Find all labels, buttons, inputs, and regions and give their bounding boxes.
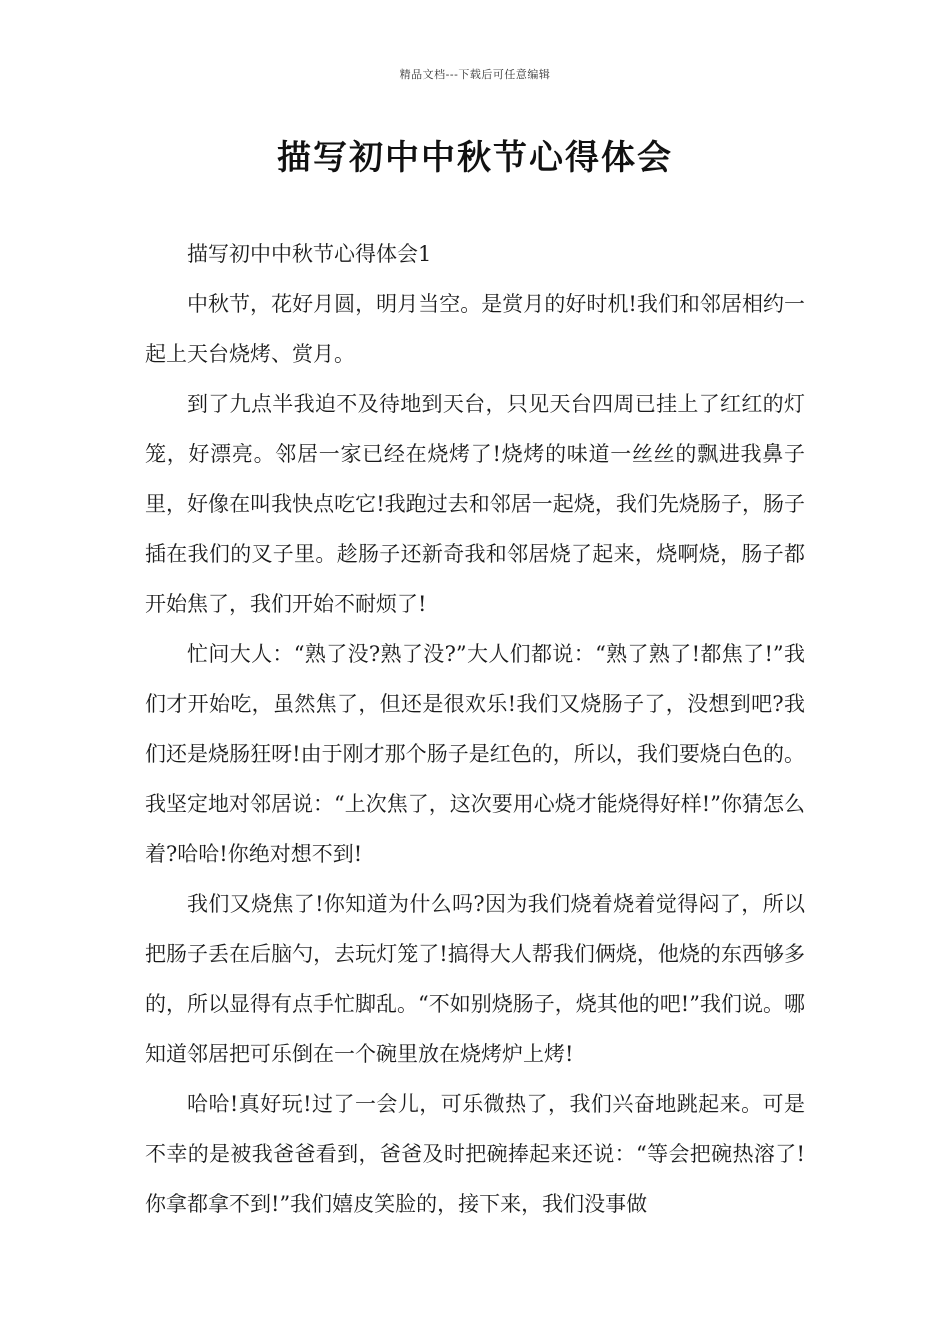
paragraph: 我们又烧焦了!你知道为什么吗?因为我们烧着烧着觉得闷了，所以把肠子丢在后脑勺，去玩灯笼了!搞得大人帮我们俩烧，他烧的东西够多的，所以显得有点手忙脚乱。“不如别烧肠子，烧其他的吧!”我们说。哪知道邻居把可乐倒在一个碗里放在烧烤炉上烤! [145,892,805,1066]
document-title: 描写初中中秋节心得体会 [277,138,673,178]
paragraph: 中秋节，花好月圆，明月当空。是赏月的好时机!我们和邻居相约一起上天台烧烤、赏月。 [145,292,805,366]
paragraph: 到了九点半我迫不及待地到天台，只见天台四周已挂上了红红的灯笼，好漂亮。邻居一家已经在烧烤了!烧烤的味道一丝丝的飘进我鼻子里，好像在叫我快点吃它!我跑过去和邻居一起烧，我们先烧肠子，肠子插在我们的叉子里。趁肠子还新奇我和邻居烧了起来，烧啊烧，肠子都开始焦了，我们开始不耐烦了! [145,392,805,616]
page-header: 精品文档---下载后可任意编辑 [399,68,551,81]
paragraph: 忙问大人：“熟了没?熟了没?”大人们都说：“熟了熟了!都焦了!”我们才开始吃，虽然焦了，但还是很欢乐!我们又烧肠子了，没想到吧?我们还是烧肠狂呀!由于刚才那个肠子是红色的，所以，我们要烧白色的。我坚定地对邻居说：“上次焦了，这次要用心烧才能烧得好样!”你猜怎么着?哈哈!你绝对想不到! [145,642,805,866]
section-heading: 描写初中中秋节心得体会1 [187,242,432,266]
paragraph: 哈哈!真好玩!过了一会儿，可乐微热了，我们兴奋地跳起来。可是不幸的是被我爸爸看到，爸爸及时把碗捧起来还说：“等会把碗热溶了!你拿都拿不到!”我们嬉皮笑脸的，接下来，我们没事做 [145,1092,805,1216]
document-body [145,229,805,1229]
